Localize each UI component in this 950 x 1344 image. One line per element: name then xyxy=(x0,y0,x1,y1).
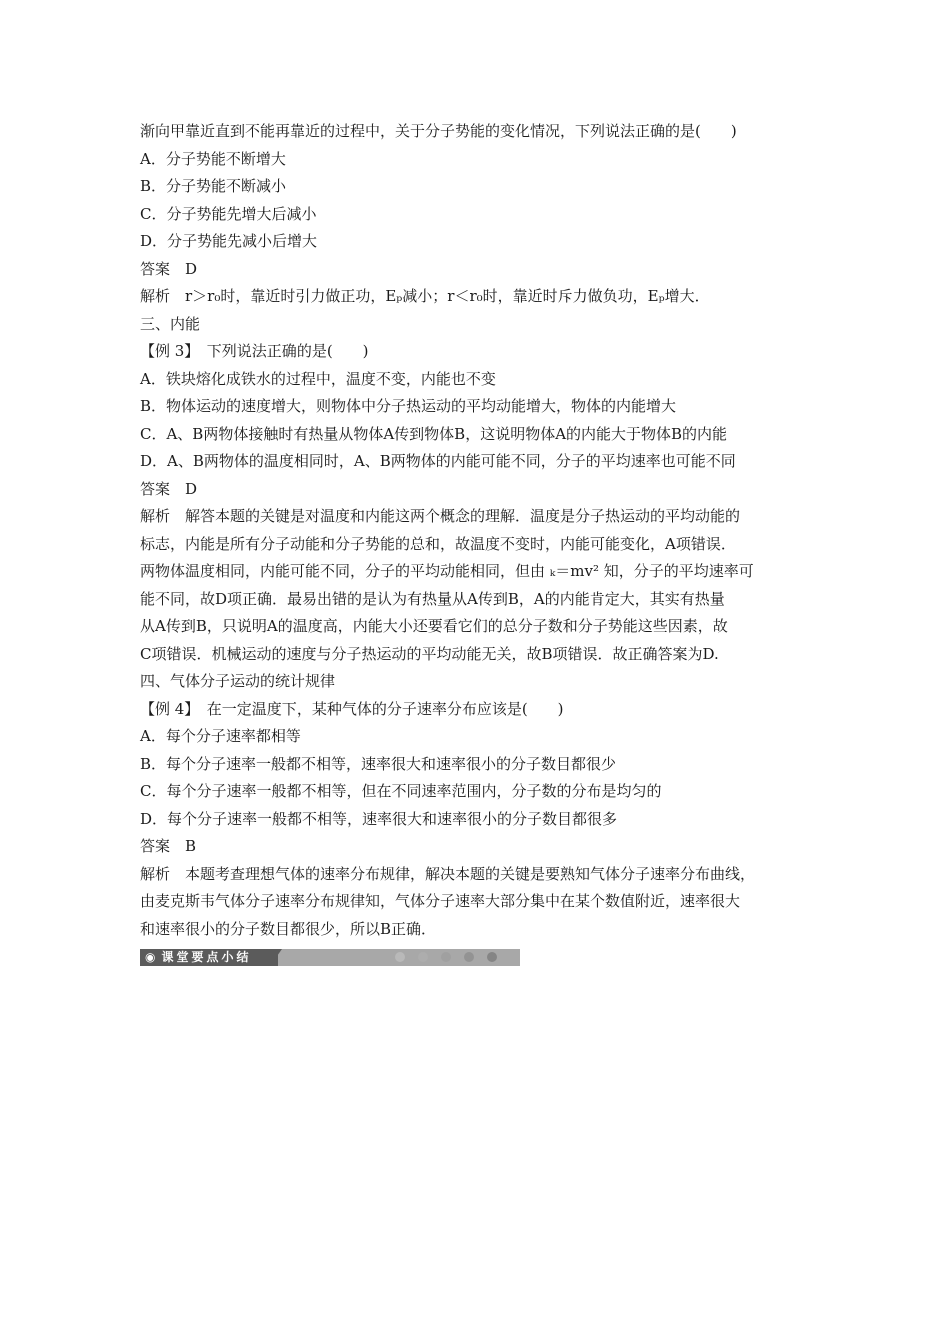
option-c: C．分子势能先增大后减小 xyxy=(140,204,317,223)
section-heading: 三、内能 xyxy=(140,314,201,333)
document-body xyxy=(140,118,820,966)
explanation-line: 两物体温度相同，内能可能不同，分子的平均动能相同，但由 ₖ＝mv² 知，分子的平均速率可 xyxy=(140,562,754,580)
dot-icon xyxy=(418,952,428,962)
bar-notch xyxy=(270,949,282,966)
explanation-line: 从A传到B，只说明A的温度高，内能大小还要看它们的总分子数和分子势能这些因素，故 xyxy=(140,617,728,635)
option-c: C．A、B两物体接触时有热量从物体A传到物体B，这说明物体A的内能大于物体B的内能 xyxy=(140,424,728,443)
dot-icon xyxy=(395,952,405,962)
dot-icon xyxy=(487,952,497,962)
section-heading: 四、气体分子运动的统计规律 xyxy=(140,672,336,690)
option-a: A．每个分子速率都相等 xyxy=(140,727,301,745)
answer-line: 答案 B xyxy=(140,837,197,855)
option-a: A．分子势能不断增大 xyxy=(140,149,286,168)
dot-icon xyxy=(441,952,451,962)
decorative-dots xyxy=(395,952,520,963)
explanation-line: 解析 本题考查理想气体的速率分布规律，解决本题的关键是要熟知气体分子速率分布曲线， xyxy=(140,864,756,883)
option-d: D．A、B两物体的温度相同时，A、B两物体的内能可能不同，分子的平均速率也可能不同 xyxy=(140,452,736,470)
dot-icon xyxy=(464,952,474,962)
explanation-line: 解析 解答本题的关键是对温度和内能这两个概念的理解．温度是分子热运动的平均动能的 xyxy=(140,507,741,525)
option-a: A．铁块熔化成铁水的过程中，温度不变，内能也不变 xyxy=(140,369,496,388)
section-summary-bar xyxy=(140,949,520,966)
option-d: D．每个分子速率一般都不相等，速率很大和速率很小的分子数目都很多 xyxy=(140,809,618,828)
explanation-line: C项错误．机械运动的速度与分子热运动的平均动能无关，故B项错误．故正确答案为D. xyxy=(140,644,719,663)
section-summary-label xyxy=(140,949,278,966)
option-b: B．分子势能不断减小 xyxy=(140,177,287,195)
explanation-line: 能不同，故D项正确．最易出错的是认为有热量从A传到B，A的内能肯定大，其实有热量 xyxy=(140,589,725,608)
option-d: D．分子势能先减小后增大 xyxy=(140,232,318,250)
section-summary-title: 课堂要点小结 xyxy=(161,950,252,964)
answer-line: 答案 D xyxy=(140,479,198,498)
explanation-line: 标志，内能是所有分子动能和分子势能的总和，故温度不变时，内能可能变化，A项错误． xyxy=(140,534,736,553)
target-icon: ◉ xyxy=(145,950,156,964)
option-b: B．物体运动的速度增大，则物体中分子热运动的平均动能增大，物体的内能增大 xyxy=(140,397,677,415)
example-question: 【例 3】 下列说法正确的是( ) xyxy=(140,342,369,360)
answer-line: 答案 D xyxy=(140,259,198,278)
text-line: 渐向甲靠近直到不能再靠近的过程中，关于分子势能的变化情况，下列说法正确的是( ) xyxy=(140,122,737,140)
explanation-line: 由麦克斯韦气体分子速率分布规律知，气体分子速率大部分集中在某个数值附近，速率很大 xyxy=(140,892,741,910)
option-c: C．每个分子速率一般都不相等，但在不同速率范围内，分子数的分布是均匀的 xyxy=(140,782,662,800)
example-question: 【例 4】 在一定温度下，某种气体的分子速率分布应该是( ) xyxy=(140,699,564,718)
option-b: B．每个分子速率一般都不相等，速率很大和速率很小的分子数目都很少 xyxy=(140,754,617,773)
explanation-line: 解析 r＞r₀时，靠近时引力做正功，Eₚ减小；r＜r₀时，靠近时斥力做负功，Eₚ增大． xyxy=(140,287,710,305)
explanation-line: 和速率很小的分子数目都很少，所以B正确． xyxy=(140,919,437,938)
